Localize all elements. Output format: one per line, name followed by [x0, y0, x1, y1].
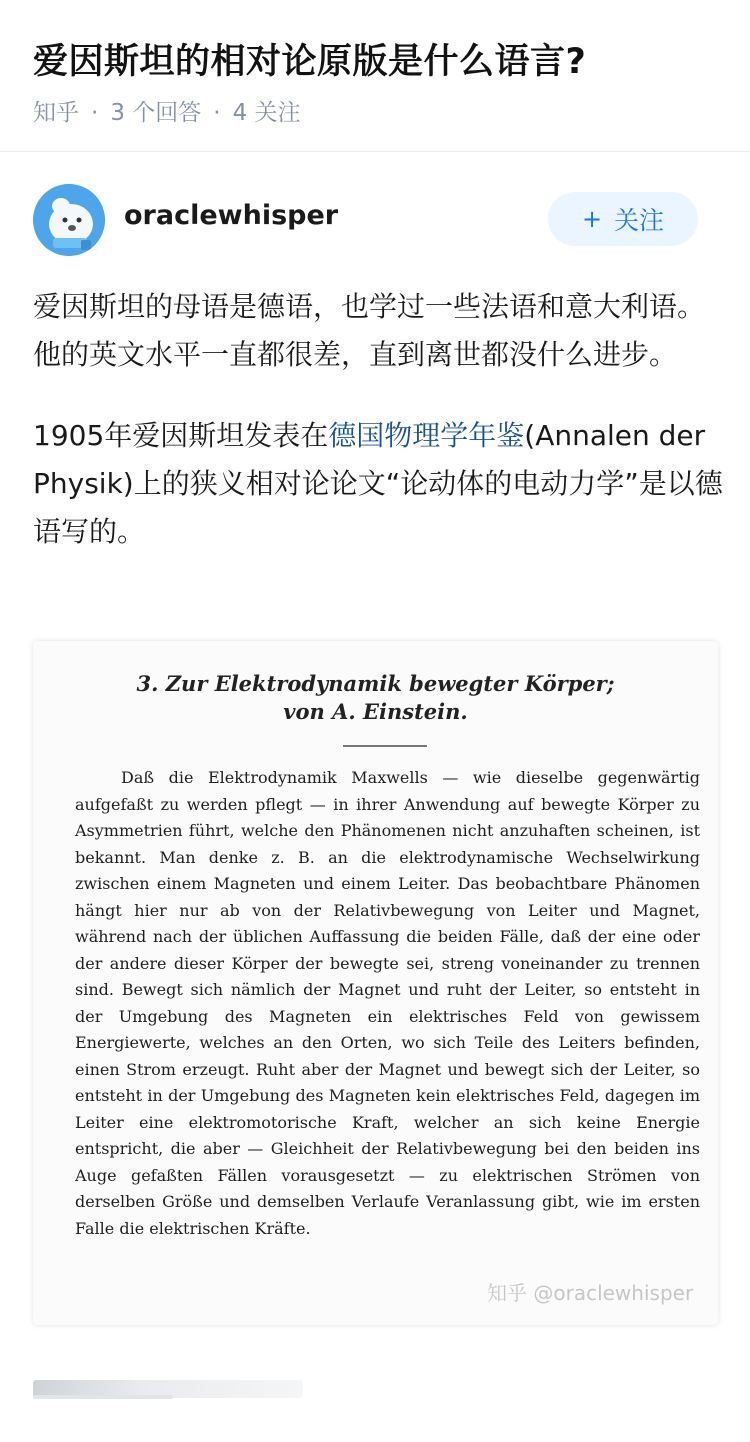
- answers-count[interactable]: 3: [110, 100, 125, 126]
- paper-title: 3. Zur Elektrodynamik bewegter Körper;: [136, 671, 615, 696]
- paragraph-text: (Annalen der Physik)上的狭义相对论论文“论动体的电动力学”是以德语写的。: [33, 419, 723, 548]
- question-meta: [33, 94, 301, 127]
- follow-count[interactable]: 4: [232, 100, 248, 126]
- loading-placeholder-line: [33, 1395, 173, 1399]
- author-row: [0, 180, 750, 260]
- answer-paragraph: [33, 412, 723, 556]
- avatar-cartoon-icon: [33, 184, 105, 256]
- paper-body-text: Daß die Elektrodynamik Maxwells — wie dieselbe gegenwärtig aufgefaßt zu werden pflegt — in ihrer Anwendung auf bewegte Körper zu Asymmetrien führt, welche den Phänomenen nicht anzuhaften scheinen, ist bekannt. Man denke z. B. an die elektrodynamische Wechselwirkung zwischen einem Magneten und einem Leiter. Das beobachtbare Phänomen hängt hier nur ab von der Relativbewegung von Leiter und Magnet, während nach der üblichen Auffassung die beiden Fälle, daß der eine oder der andere dieser Körper der bewegte sei, streng voneinander zu trennen sind. Bewegt sich nämlich der Magnet und ruht der Leiter, so entsteht in der Umgebung des Magneten ein elektrisches Feld von gewissem Energiewerte, welches an den Orten, wo sich Teile des Leiters befinden, einen Strom erzeugt. Ruht aber der Magnet und bewegt sich der Leiter, so entsteht in der Umgebung des Magneten kein elektrisches Feld, dagegen im Leiter eine elektromotorische Kraft, welcher an sich keine Energie entspricht, die aber — Gleichheit der Relativbewegung bei den beiden ins Auge gefaßten Fällen vorausgesetzt — zu elektrischen Strömen von derselben Größe und demselben Verlaufe Veranlassung gibt, wie im ersten Falle die elektrischen Kräfte.: [75, 768, 700, 1238]
- answer-paragraph: 爱因斯坦的母语是德语，也学过一些法语和意大利语。他的英文水平一直都很差，直到离世都没什么进步。: [33, 290, 706, 371]
- paper-scan-image[interactable]: [33, 641, 718, 1325]
- answer-body: [33, 283, 723, 589]
- watermark: 知乎 @oraclewhisper: [487, 1281, 694, 1305]
- avatar[interactable]: [33, 184, 105, 256]
- paragraph-text: 1905年爱因斯坦发表在: [33, 419, 329, 452]
- annalen-link[interactable]: 德国物理学年鉴: [328, 419, 525, 452]
- follow-button-label: 关注: [614, 206, 665, 235]
- follow-count-label[interactable]: 关注: [254, 100, 301, 126]
- plus-icon: +: [581, 205, 603, 233]
- source-label[interactable]: 知乎: [33, 100, 79, 126]
- question-header: [0, 0, 750, 152]
- question-title[interactable]: 爱因斯坦的相对论原版是什么语言?: [33, 42, 587, 82]
- meta-separator: ·: [213, 100, 221, 126]
- answers-label[interactable]: 个回答: [132, 100, 202, 126]
- divider: [343, 745, 427, 747]
- meta-separator: ·: [91, 100, 99, 126]
- paper-author: von A. Einstein.: [283, 699, 468, 724]
- author-name[interactable]: oraclewhisper: [124, 200, 339, 231]
- follow-button[interactable]: [548, 192, 698, 246]
